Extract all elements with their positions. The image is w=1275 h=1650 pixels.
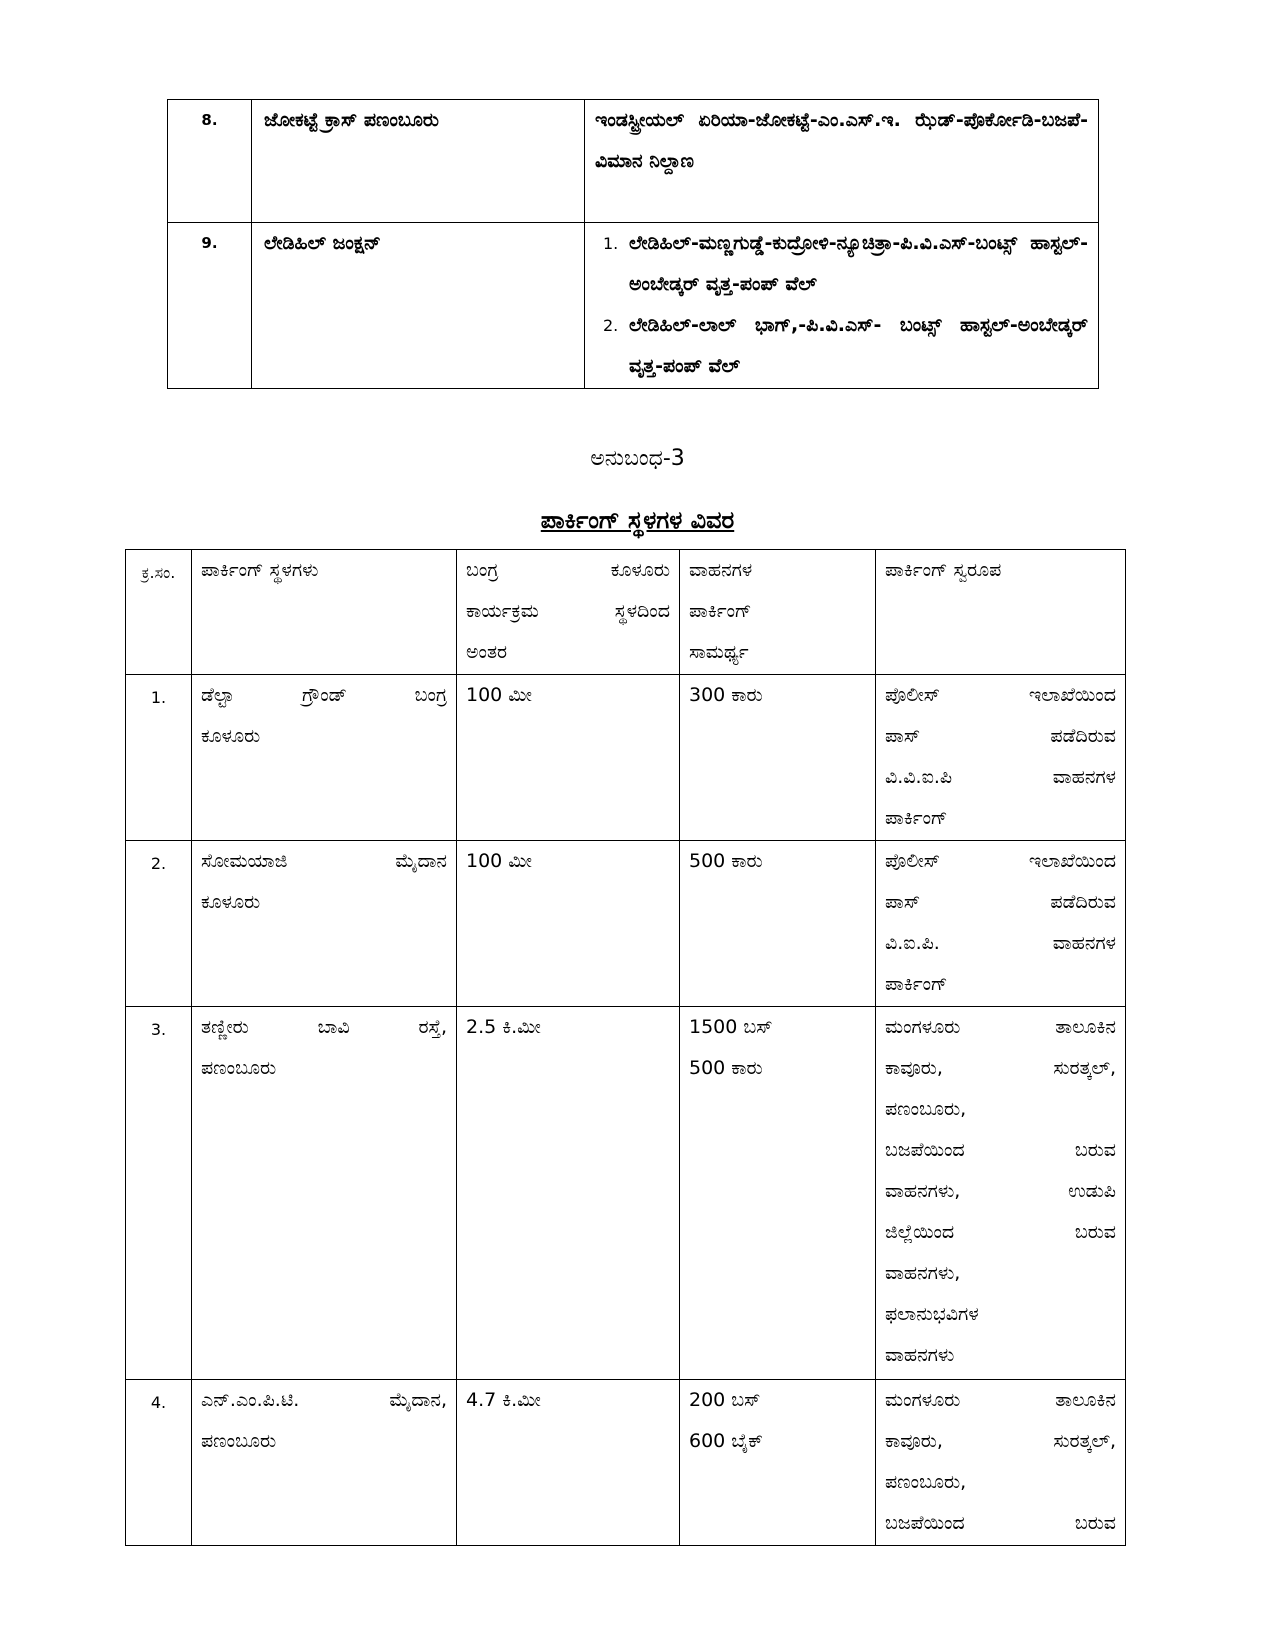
row-capacity: 1500 ಬಸ್ 500 ಕಾರು — [680, 1007, 876, 1380]
list-item — [595, 305, 1088, 387]
row-nature: ಪೊಲೀಸ್ ಇಲಾಖೆಯಿಂದ ಪಾಸ್ ಪಡೆದಿರುವ ವಿ.ಐ.ಪಿ. ವಾಹನಗಳ ಪಾರ್ಕಿಂಗ್ — [876, 841, 1126, 1007]
row-distance: 100 ಮೀ — [457, 841, 680, 1007]
header-capacity: ವಾಹನಗಳ ಪಾರ್ಕಿಂಗ್ ಸಾಮರ್ಥ್ಯ — [680, 550, 876, 675]
route-serial: 8. — [168, 100, 252, 223]
row-distance: 2.5 ಕಿ.ಮೀ — [457, 1007, 680, 1380]
route-location: ಜೋಕಟ್ಟೆ ಕ್ರಾಸ್ ಪಣಂಬೂರು — [252, 100, 585, 223]
row-nature: ಪೊಲೀಸ್ ಇಲಾಖೆಯಿಂದ ಪಾಸ್ ಪಡೆದಿರುವ ವಿ.ವಿ.ಐ.ಪಿ ವಾಹನಗಳ ಪಾರ್ಕಿಂಗ್ — [876, 675, 1126, 841]
row-nature: ಮಂಗಳೂರು ತಾಲೂಕಿನ ಕಾವೂರು, ಸುರತ್ಕಲ್, ಪಣಂಬೂರು, ಬಜಪೆಯಿಂದ ಬರುವ ವಾಹನಗಳು, ಉಡುಪಿ ಜಿಲ್ಲೆಯಿಂದ ಬರುವ ವಾಹನಗಳು, ಫಲಾನುಭವಿಗಳ ವಾಹನಗಳು — [876, 1007, 1126, 1380]
table-row — [168, 100, 1099, 223]
routes-table — [167, 99, 1099, 389]
route-description — [585, 100, 1099, 223]
row-capacity: 500 ಕಾರು — [680, 841, 876, 1007]
row-nature: ಮಂಗಳೂರು ತಾಲೂಕಿನ ಕಾವೂರು, ಸುರತ್ಕಲ್, ಪಣಂಬೂರು, ಬಜಪೆಯಿಂದ ಬರುವ — [876, 1380, 1126, 1546]
table-row — [126, 675, 1126, 841]
list-item-number: 1. — [603, 234, 619, 253]
header-nature: ಪಾರ್ಕಿಂಗ್ ಸ್ವರೂಪ — [876, 550, 1126, 675]
row-serial: 2. — [126, 841, 192, 1007]
table-header-row — [126, 550, 1126, 675]
row-place: ತಣ್ಣೀರು ಬಾವಿ ರಸ್ತೆ, ಪಣಂಬೂರು — [192, 1007, 457, 1380]
route-serial: 9. — [168, 223, 252, 389]
list-item-text: ಲೇಡಿಹಿಲ್-ಲಾಲ್ ಭಾಗ್,-ಪಿ.ವಿ.ಎಸ್- ಬಂಟ್ಸ್ ಹಾಸ್ಟಲ್-ಅಂಬೇಡ್ಕರ್ ವೃತ್ತ-ಪಂಪ್ ವೆಲ್ — [629, 314, 1088, 377]
list-item-number: 2. — [603, 316, 619, 335]
route-text: ಇಂಡಸ್ಟ್ರೀಯಲ್ ಏರಿಯಾ-ಜೋಕಟ್ಟೆ-ಎಂ.ಎಸ್.ಇ. ಝೆಡ್-ಪೊರ್ಕೋಡಿ-ಬಜಪೆ- ವಿಮಾನ ನಿಲ್ದಾಣ — [595, 109, 1088, 172]
page-title: ಪಾರ್ಕಿಂಗ್ ಸ್ಥಳಗಳ ವಿವರ — [540, 506, 735, 534]
route-description — [585, 223, 1099, 389]
parking-table — [125, 549, 1126, 1546]
row-place: ಡೆಲ್ಟಾ ಗ್ರೌಂಡ್ ಬಂಗ್ರ ಕೂಳೂರು — [192, 675, 457, 841]
row-serial: 3. — [126, 1007, 192, 1380]
table-row — [126, 1380, 1126, 1546]
row-serial: 1. — [126, 675, 192, 841]
row-capacity: 300 ಕಾರು — [680, 675, 876, 841]
header-distance: ಬಂಗ್ರ ಕೂಳೂರು ಕಾರ್ಯಕ್ರಮ ಸ್ಥಳದಿಂದ ಅಂತರ — [457, 550, 680, 675]
row-capacity: 200 ಬಸ್ 600 ಬೈಕ್ — [680, 1380, 876, 1546]
header-place: ಪಾರ್ಕಿಂಗ್ ಸ್ಥಳಗಳು — [192, 550, 457, 675]
header-serial: ಕ್ರ.ಸಂ. — [126, 550, 192, 675]
row-place: ಸೋಮಯಾಜಿ ಮೈದಾನ ಕೂಳೂರು — [192, 841, 457, 1007]
row-serial: 4. — [126, 1380, 192, 1546]
route-location: ಲೇಡಿಹಿಲ್ ಜಂಕ್ಷನ್ — [252, 223, 585, 389]
row-place: ಎನ್.ಎಂ.ಪಿ.ಟಿ. ಮೈದಾನ, ಪಣಂಬೂರು — [192, 1380, 457, 1546]
row-distance: 4.7 ಕಿ.ಮೀ — [457, 1380, 680, 1546]
table-row — [168, 223, 1099, 389]
row-distance: 100 ಮೀ — [457, 675, 680, 841]
table-row — [126, 1007, 1126, 1380]
route-list — [595, 223, 1088, 387]
table-row — [126, 841, 1126, 1007]
annex-title: ಅನುಬಂಧ-3 — [590, 446, 685, 471]
list-item — [595, 223, 1088, 305]
list-item-text: ಲೇಡಿಹಿಲ್-ಮಣ್ಣಗುಡ್ಡೆ-ಕುದ್ರೋಳಿ-ನ್ಯೂಚಿತ್ರಾ-ಪಿ.ವಿ.ಎಸ್-ಬಂಟ್ಸ್ ಹಾಸ್ಟಲ್-ಅಂಬೇಡ್ಕರ್ ವೃತ್ತ-ಪಂಪ್ ವೆಲ್ — [629, 232, 1088, 295]
